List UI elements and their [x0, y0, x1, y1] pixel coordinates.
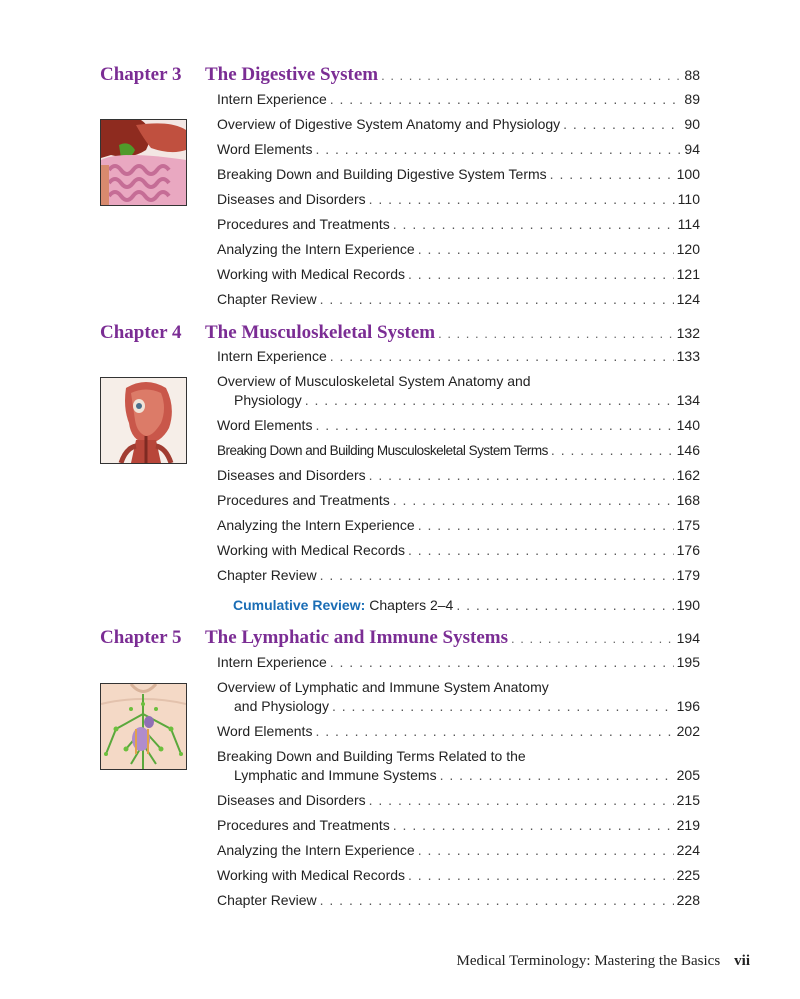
digestive-system-thumbnail — [100, 119, 187, 206]
chapter-page: 132 — [676, 325, 700, 341]
chapter-title: The Digestive System — [205, 64, 379, 85]
chapter-page: 88 — [684, 67, 700, 83]
toc-entry[interactable]: Overview of Musculoskeletal System Anatomy and Physiology . . . 134 — [217, 372, 700, 410]
chapter-5-heading[interactable] — [100, 627, 700, 651]
chapter-title: The Lymphatic and Immune Systems — [205, 627, 508, 648]
toc-entry[interactable]: Working with Medical Records . . . 121 — [217, 265, 700, 284]
toc-entry[interactable]: Intern Experience . . . 195 — [217, 653, 700, 672]
musculoskeletal-thumbnail — [100, 377, 187, 464]
toc-entry[interactable]: Intern Experience . . . 133 — [217, 347, 700, 366]
cumulative-review-label: Cumulative Review: — [233, 597, 366, 613]
chapter-4-heading[interactable] — [100, 322, 700, 346]
toc-entry[interactable]: Overview of Lymphatic and Immune System Anatomy and Physiology . . . 196 — [217, 678, 700, 716]
toc-entry[interactable]: Chapter Review . . . 228 — [217, 891, 700, 910]
lymphatic-system-thumbnail — [100, 683, 187, 770]
toc-entry[interactable]: Breaking Down and Building Musculoskeletal System Terms . . . 146 — [217, 441, 700, 460]
toc-entry[interactable]: Overview of Digestive System Anatomy and Physiology . . . 90 — [217, 115, 700, 134]
cumulative-review-entry[interactable]: Cumulative Review: Chapters 2–4 . . . 190 — [233, 597, 700, 613]
toc-entry[interactable]: Intern Experience . . . 89 — [217, 90, 700, 109]
chapter-5-entries — [217, 653, 700, 916]
toc-entry[interactable]: Procedures and Treatments . . . 168 — [217, 491, 700, 510]
toc-entry[interactable]: Procedures and Treatments . . . 219 — [217, 816, 700, 835]
toc-entry[interactable]: Chapter Review . . . 124 — [217, 290, 700, 309]
toc-entry[interactable]: Breaking Down and Building Digestive System Terms . . . 100 — [217, 165, 700, 184]
chapter-4-entries — [217, 347, 700, 591]
toc-entry[interactable]: Diseases and Disorders . . . 110 — [217, 190, 700, 209]
toc-entry[interactable]: Word Elements . . . 202 — [217, 722, 700, 741]
chapter-3-heading[interactable] — [100, 64, 700, 88]
toc-entry[interactable]: Working with Medical Records . . . 225 — [217, 866, 700, 885]
chapter-number: Chapter 5 — [100, 627, 182, 648]
toc-entry[interactable]: Word Elements . . . 94 — [217, 140, 700, 159]
chapter-number: Chapter 4 — [100, 322, 182, 343]
page-number: vii — [734, 953, 750, 969]
toc-entry[interactable]: Analyzing the Intern Experience . . . 224 — [217, 841, 700, 860]
chapter-number: Chapter 3 — [100, 64, 182, 85]
toc-entry[interactable]: Analyzing the Intern Experience . . . 120 — [217, 240, 700, 259]
chapter-page: 194 — [676, 630, 700, 646]
toc-entry[interactable]: Diseases and Disorders . . . 215 — [217, 791, 700, 810]
toc-entry[interactable]: Analyzing the Intern Experience . . . 175 — [217, 516, 700, 535]
toc-entry[interactable]: Breaking Down and Building Terms Related to the Lymphatic and Immune Systems . . . 205 — [217, 747, 700, 785]
chapter-title: The Musculoskeletal System — [205, 322, 436, 343]
chapter-3-entries — [217, 90, 700, 315]
toc-entry[interactable]: Procedures and Treatments . . . 114 — [217, 215, 700, 234]
toc-entry[interactable]: Diseases and Disorders . . . 162 — [217, 466, 700, 485]
page-footer — [457, 953, 750, 970]
toc-entry[interactable]: Chapter Review . . . 179 — [217, 566, 700, 585]
book-title: Medical Terminology: Mastering the Basics — [456, 953, 721, 969]
toc-entry[interactable]: Working with Medical Records . . . 176 — [217, 541, 700, 560]
toc-entry[interactable]: Word Elements . . . 140 — [217, 416, 700, 435]
